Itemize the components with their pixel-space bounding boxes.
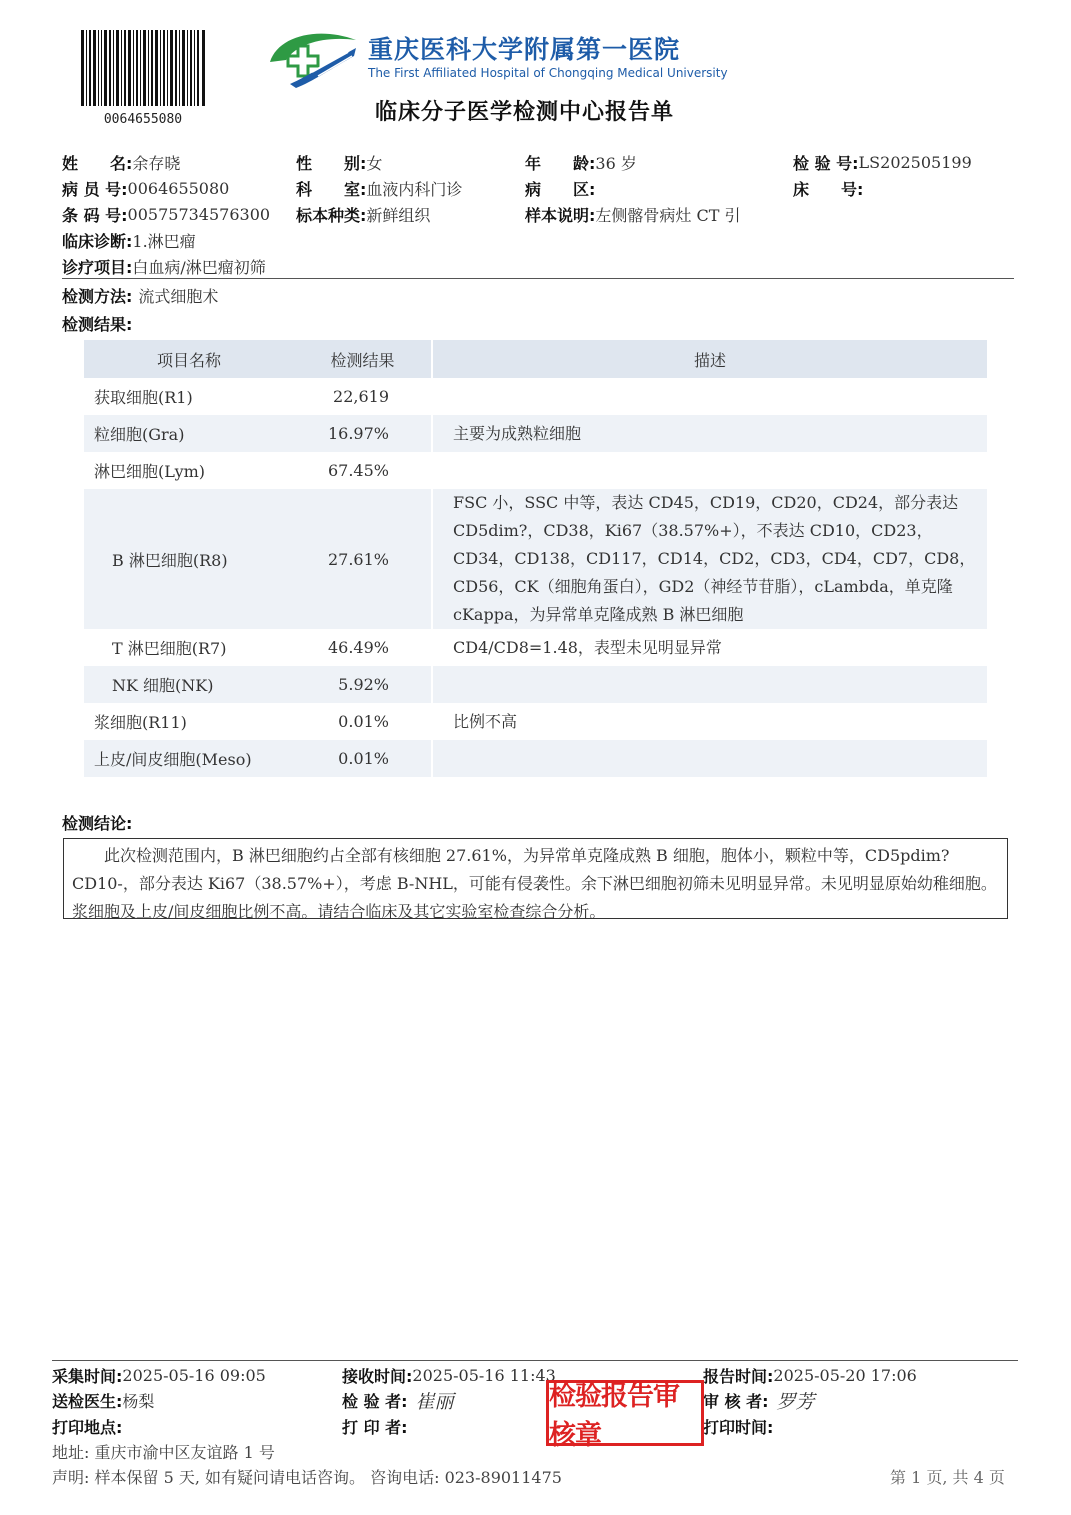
row-result: 27.61% [294,489,432,629]
hospital-name-en: The First Affiliated Hospital of Chongqing Medical University [368,66,728,80]
col-header-result: 检测结果 [294,340,432,378]
row-result: 5.92% [294,666,432,703]
barcode-field: 条 码 号: 00575734576300 [62,204,271,225]
row-desc: FSC 小，SSC 中等，表达 CD45，CD19，CD20，CD24，部分表达 CD5dim?，CD38，Ki67（38.57%+），不表达 CD10，CD23，CD34，CD138，CD117，CD14，CD2，CD3，CD4，CD7，CD8，CD56，CK（细胞角蛋白），GD2（神经节苷脂），cLambda，单克隆 cKappa，为异常单克隆成熟 B 淋巴细胞 [432,489,987,629]
collect-time: 2025-05-16 09:05 [122,1365,266,1385]
row-name: B 淋巴细胞(R8) [84,489,294,629]
diagnosis-field: 临床诊断: 1.淋巴瘤 [62,229,196,251]
row-result: 0.01% [294,740,432,777]
review-stamp: 检验报告审核章 [546,1380,704,1446]
row-name: 淋巴细胞(Lym) [94,462,206,481]
reviewer-field: 审 核 者: 罗芳 [703,1389,815,1411]
table-row [84,666,987,703]
project: 白血病/淋巴瘤初筛 [132,257,266,277]
report-title: 临床分子医学检测中心报告单 [375,100,675,125]
dept: 血液内科门诊 [366,179,463,199]
tester-field: 检 验 者: 崔丽 [342,1389,454,1411]
tester-signature: 崔丽 [415,1390,454,1413]
barcode-image [81,30,205,106]
patient-no: 0064655080 [127,178,230,198]
collect-time-field: 采集时间: 2025-05-16 09:05 [52,1365,266,1386]
row-result: 46.49% [327,638,389,657]
col-header-item: 项目名称 [84,340,294,378]
patient-age-field: 年 龄: 36 岁 [525,151,637,173]
row-name: 浆细胞(R11) [94,713,187,732]
row-name: T 淋巴细胞(R7) [112,639,227,658]
row-name: 上皮/间皮细胞(Meso) [84,740,294,777]
table-row [84,629,987,666]
table-row [84,452,987,489]
barcode-value: 00575734576300 [127,204,271,224]
table-row [84,703,987,740]
row-result: 22,619 [333,387,389,406]
row-result: 0.01% [338,712,389,731]
row-desc [432,452,987,489]
row-name: 获取细胞(R1) [94,388,193,407]
patient-name: 余存晓 [132,153,181,173]
results-heading: 检测结果: [62,314,133,334]
row-desc [432,740,987,777]
row-name: NK 细胞(NK) [84,666,294,703]
specimen-type: 新鲜组织 [366,205,431,225]
report-time: 2025-05-20 17:06 [773,1365,917,1385]
row-desc: 比例不高 [432,703,987,740]
hospital-name-cn: 重庆医科大学附属第一医院 [368,35,681,64]
table-row [84,378,987,415]
doctor: 杨梨 [122,1391,155,1411]
patient-sex-field: 性 别: 女 [296,151,382,173]
col-header-desc: 描述 [432,340,987,378]
row-desc [432,666,987,703]
method: 流式细胞术 [138,286,219,306]
row-desc: CD4/CD8=1.48，表型未见明显异常 [432,629,987,666]
patient-age: 36 岁 [595,153,637,173]
ward-field: 病 区: [525,179,596,199]
row-name: 粒细胞(Gra) [84,415,294,452]
row-desc [432,378,987,415]
doctor-field: 送检医生: 杨梨 [52,1389,154,1411]
header-divider [62,278,1014,279]
hospital-logo-icon [268,26,358,90]
table-row [84,740,987,777]
barcode-number: 0064655080 [103,112,183,127]
printer-field: 打 印 者: [342,1417,408,1437]
footer-divider [52,1360,1018,1361]
conclusion-text: 此次检测范围内，B 淋巴细胞约占全部有核细胞 27.61%，为异常单克隆成熟 B 细胞，胞体小，颗粒中等，CD5pdim? CD10-，部分表达 Ki67（38.57%+），考虑 B-NHL，可能有侵袭性。余下淋巴细胞初筛未见明显异常。未见明显原始幼稚细胞。浆细胞及上皮/间皮细胞比例不高。请结合临床及其它实验室检查综合分析。 [63,838,1008,919]
address: 地址: 重庆市渝中区友谊路 1 号 [52,1443,275,1462]
diagnosis: 1.淋巴瘤 [132,231,196,251]
report-time-field: 报告时间: 2025-05-20 17:06 [703,1365,917,1386]
bed-field: 床 号: [793,179,864,199]
conclusion-heading: 检测结论: [62,813,133,833]
project-field: 诊疗项目: 白血病/淋巴瘤初筛 [62,255,266,277]
receive-time: 2025-05-16 11:43 [412,1365,556,1385]
patient-name-field: 姓 名: 余存晓 [62,151,180,173]
table-row [84,489,987,629]
table-row [84,415,987,452]
specimen-type-field: 标本种类: 新鲜组织 [296,203,430,225]
statement: 声明: 样本保留 5 天, 如有疑问请电话咨询。 咨询电话: 023-89011475 [52,1468,562,1487]
patient-sex: 女 [366,153,383,173]
reviewer-signature: 罗芳 [776,1390,815,1413]
test-no-field: 检 验 号: LS202505199 [793,152,972,173]
row-desc: 主要为成熟粒细胞 [432,415,987,452]
row-result: 67.45% [327,461,389,480]
method-field: 检测方法: 流式细胞术 [62,284,218,306]
print-time-field: 打印时间: [703,1417,774,1437]
test-no: LS202505199 [858,152,972,172]
results-table [84,340,987,777]
receive-time-field: 接收时间: 2025-05-16 11:43 [342,1365,556,1386]
row-result: 16.97% [294,415,432,452]
sample-note: 左侧髂骨病灶 CT 引 [595,205,741,225]
dept-field: 科 室: 血液内科门诊 [296,177,462,199]
table-header-row [84,340,987,378]
print-place-field: 打印地点: [52,1417,123,1437]
page-indicator: 第 1 页, 共 4 页 [890,1468,1005,1487]
patient-no-field: 病 员 号: 0064655080 [62,178,230,199]
sample-note-field: 样本说明: 左侧髂骨病灶 CT 引 [525,203,741,225]
